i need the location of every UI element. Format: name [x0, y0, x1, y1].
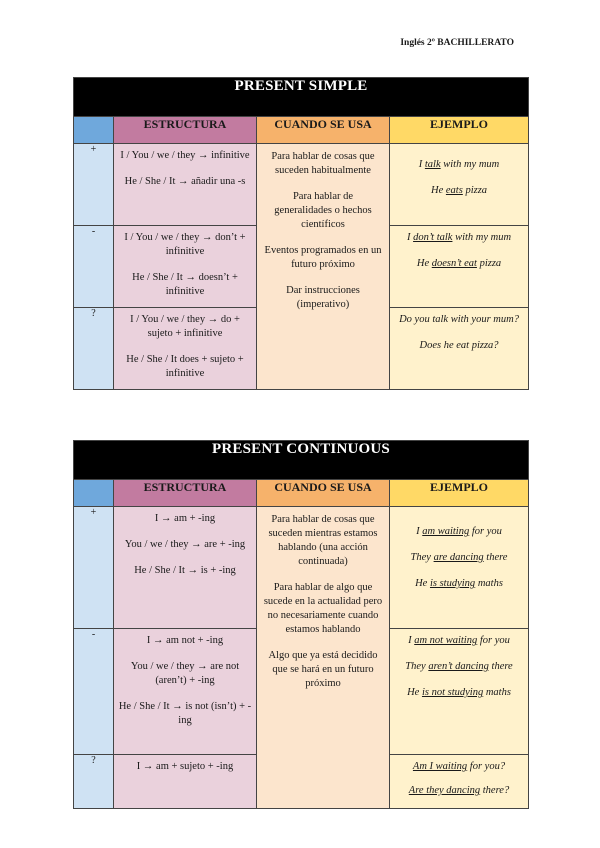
course-header: Inglés 2º BACHILLERATO	[400, 38, 514, 48]
column-header-ejemplo: EJEMPLO	[390, 480, 529, 507]
cuando-text: Dar instrucciones (imperativo)	[286, 285, 360, 310]
example-sentence: Am I waiting for you?	[412, 761, 506, 772]
sign-cell: +	[74, 144, 114, 226]
cuando-text: Para hablar de cosas que suceden habitualmente	[271, 151, 375, 176]
sign-cell: ?	[74, 308, 114, 390]
table-row	[74, 144, 529, 226]
cuando-text: Para hablar de cosas que suceden mientras estamos hablando (una acción continuada)	[268, 514, 378, 567]
column-header-estructura: ESTRUCTURA	[114, 117, 257, 144]
column-header-sign	[74, 117, 114, 144]
estructura-line: He / She / It → is not (isn’t) + -ing	[118, 701, 252, 726]
example-sentence: I don’t talk with my mum	[406, 232, 512, 243]
example-sentence: He eats pizza	[431, 185, 488, 196]
estructura-line: You / we / they → are not (aren’t) + -ing	[130, 661, 240, 686]
column-header-ejemplo: EJEMPLO	[390, 117, 529, 144]
example-sentence: He doesn’t eat pizza	[416, 258, 502, 269]
example-sentence: He is studying maths	[415, 578, 503, 589]
cuando-text: Para hablar de algo que sucede en la actualidad pero no necesariamente cuando estamos hablando	[263, 582, 383, 635]
example-sentence: Do you talk with your mum?	[399, 314, 519, 325]
column-header-sign	[74, 480, 114, 507]
table-title: PRESENT SIMPLE	[74, 78, 529, 117]
example-sentence: I talk with my mum	[418, 159, 500, 170]
sign-cell: ?	[74, 755, 114, 809]
table-title: PRESENT CONTINUOUS	[74, 441, 529, 480]
present-continuous-table	[73, 440, 529, 809]
cuando-text: Algo que ya está decidido que se hará en un futuro próximo	[268, 650, 378, 689]
estructura-line: I → am + -ing	[154, 513, 216, 524]
example-sentence: He is not studying maths	[407, 687, 511, 698]
estructura-line: I / You / we / they → infinitive	[120, 150, 250, 161]
example-sentence: I am waiting for you	[416, 526, 502, 537]
example-sentence: I am not waiting for you	[408, 635, 510, 646]
example-sentence: Are they dancing there?	[408, 785, 510, 796]
estructura-line: He / She / It → añadir una -s	[124, 176, 246, 187]
present-simple-table	[73, 77, 529, 390]
column-header-cuando: CUANDO SE USA	[257, 117, 390, 144]
sign-cell: -	[74, 629, 114, 755]
column-header-estructura: ESTRUCTURA	[114, 480, 257, 507]
estructura-line: I → am not + -ing	[146, 635, 224, 646]
cuando-text: Eventos programados en un futuro próximo	[264, 245, 382, 270]
example-sentence: Does he eat pizza?	[419, 340, 499, 351]
estructura-line: You / we / they → are + -ing	[124, 539, 246, 550]
table-row	[74, 507, 529, 629]
estructura-line: He / She / It → doesn’t + infinitive	[132, 272, 238, 297]
estructura-line: I → am + sujeto + -ing	[136, 761, 234, 772]
estructura-line: He / She / It does + sujeto + infinitive	[126, 354, 244, 379]
estructura-line: I / You / we / they → don’t + infinitive	[124, 232, 246, 257]
example-sentence: They aren’t dancing there	[405, 661, 513, 672]
estructura-line: He / She / It → is + -ing	[134, 565, 236, 576]
sign-cell: +	[74, 507, 114, 629]
estructura-line: I / You / we / they → do + sujeto + infinitive	[130, 314, 240, 339]
column-header-cuando: CUANDO SE USA	[257, 480, 390, 507]
sign-cell: -	[74, 226, 114, 308]
cuando-text: Para hablar de generalidades o hechos científicos	[274, 191, 372, 230]
example-sentence: They are dancing there	[410, 552, 508, 563]
